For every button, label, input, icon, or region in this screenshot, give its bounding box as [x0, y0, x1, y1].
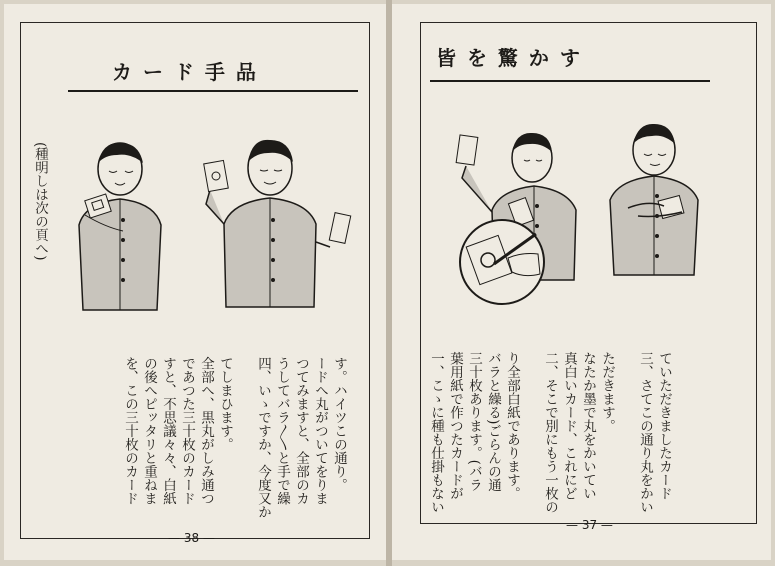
left-title-rule: [68, 90, 358, 92]
left-page-body-text: す。ハイツこの通り。 ードへ丸がついてをりま つてみますと、全部のカ うしてバラ〳〵と手で繰 四、いゝですか、今度又か てしまひます。 全部へ、黒丸がしみ通つ であつた三十枚のカード すと、不思議々々、白紙 の後へピッタリと重ねま を、この三十枚のカード: [122, 356, 347, 519]
drawing-circle-inset-illustration: [458, 218, 546, 306]
left-page-title: カ ー ド 手 品: [112, 60, 258, 84]
right-page-number: — 37 —: [566, 518, 613, 532]
boy-showing-card-illustration: [198, 132, 358, 307]
illustration-caption: (種明しは次の頁へ): [32, 142, 48, 261]
right-page-title: 皆 を 驚 か す: [436, 46, 582, 70]
left-page-number: — 38 —: [168, 531, 215, 545]
right-page-body-text: ていただきましたカード 三、さてこの通り丸をかい ただきます。 なたか墨で丸をかいてい 真白いカード、これにど 二、そこで別にもう一枚の り全部白紙であります。 バラと繰る)ごらんの通 三十枚あります。(バラ 葉用紙で作つたカードが 一、こゝに種も仕掛もない: [428, 351, 672, 514]
right-title-rule: [430, 80, 710, 82]
boy-holding-cards-illustration: [65, 135, 175, 310]
boy-shuffling-cards-illustration: [598, 120, 710, 280]
